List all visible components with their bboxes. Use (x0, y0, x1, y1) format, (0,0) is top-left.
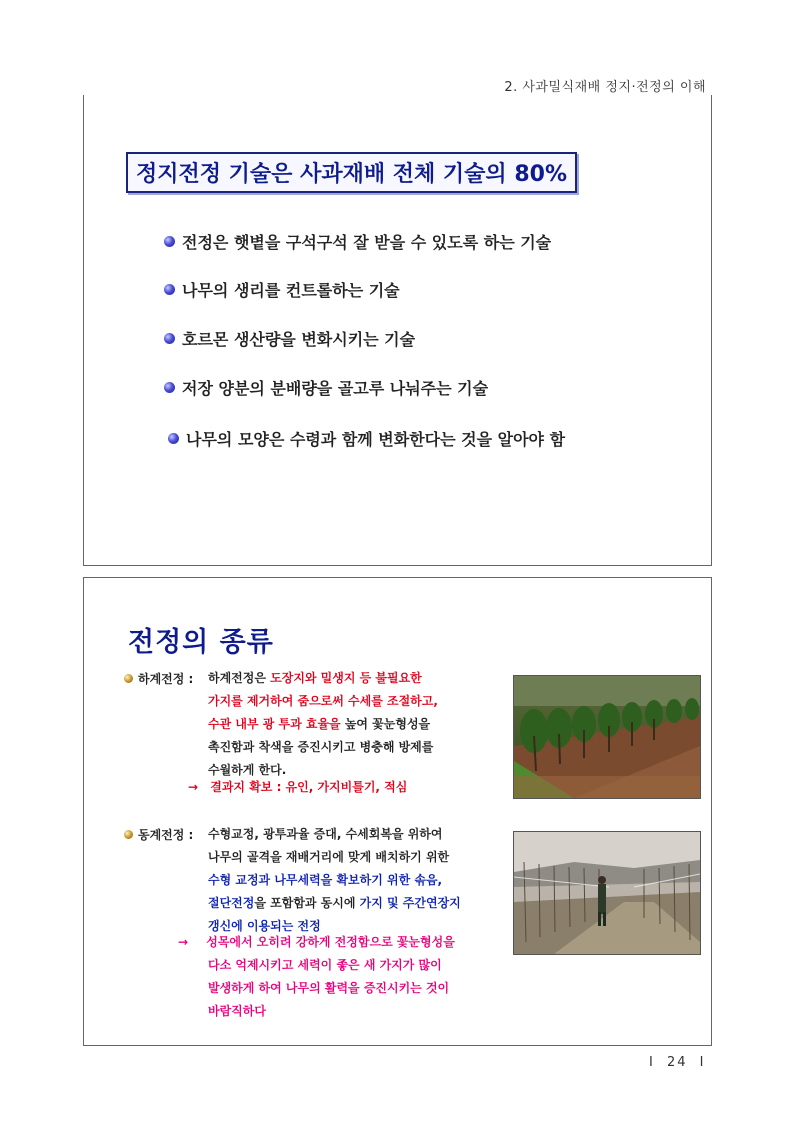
bullet-text: 나무의 생리를 컨트롤하는 기술 (182, 281, 400, 300)
body-line (208, 892, 558, 915)
section-body (208, 823, 558, 938)
sphere-bullet-icon (164, 382, 175, 393)
result-text: 성목에서 오히려 강하게 전정함으로 꽃눈형성을 (206, 935, 455, 949)
page-number (649, 1055, 706, 1070)
body-line: 갱신에 이용되는 전정 (208, 919, 321, 933)
page-separator: I (649, 1055, 655, 1070)
slide-1-title: 정지전정 기술은 사과재배 전체 기술의 80% (126, 152, 577, 193)
body-line (208, 713, 538, 736)
slide-2 (83, 577, 712, 1046)
body-line: 촉진함과 착색을 증진시키고 병충해 방제를 (208, 740, 434, 754)
bullet-text: 호르몬 생산량을 변화시키는 기술 (182, 330, 416, 349)
section-body (208, 667, 538, 782)
bullet-item (168, 427, 565, 450)
page-separator: I (699, 1055, 706, 1070)
body-line (208, 667, 538, 690)
dormant-result-block (178, 931, 455, 1023)
body-line: 수형교정, 광투과율 증대, 수세회복을 위하여 (208, 827, 443, 841)
sphere-bullet-icon (124, 674, 133, 683)
bullet-item (164, 230, 551, 253)
bullet-item (164, 327, 415, 350)
highlight-text: 도장지와 밀생지 등 불필요한 (270, 671, 422, 685)
bullet-text: 저장 양분의 분배량을 골고루 나눠주는 기술 (182, 379, 489, 398)
bullet-item (164, 278, 400, 301)
body-line: 수월하게 한다. (208, 763, 287, 777)
body-line: 나무의 골격을 재배거리에 맞게 배치하기 위한 (208, 850, 450, 864)
bullet-item (164, 376, 488, 399)
section-label-text: 동계전정 : (138, 828, 194, 842)
sphere-bullet-icon (124, 830, 133, 839)
bullet-text: 전정은 햇볕을 구석구석 잘 받을 수 있도록 하는 기술 (182, 233, 552, 252)
slide-1 (83, 95, 712, 566)
result-line (178, 931, 455, 954)
result-text: 결과지 확보 : 유인, 가지비틀기, 적심 (210, 780, 408, 794)
summer-result-line (188, 778, 407, 795)
summer-orchard-photo (513, 675, 701, 799)
section-label-text: 하계전정 : (138, 672, 194, 686)
body-line: 가지를 제거하여 줌으로써 수세를 조절하고, (208, 694, 438, 708)
arrow-icon: → (188, 780, 199, 794)
sphere-bullet-icon (164, 284, 175, 295)
section-label (124, 667, 193, 690)
arrow-icon: → (178, 935, 189, 949)
highlight-text: 절단전정 (208, 896, 255, 910)
body-text: 하계전정은 (208, 671, 271, 685)
bullet-text: 나무의 모양은 수령과 함께 변화한다는 것을 알아야 함 (186, 430, 566, 449)
body-text: 높여 꽃눈형성을 (340, 717, 431, 731)
body-line: 수형 교정과 나무세력을 확보하기 위한 솎음, (208, 873, 443, 887)
sphere-bullet-icon (168, 433, 179, 444)
sphere-bullet-icon (164, 333, 175, 344)
running-header: 2. 사과밀식재배 정지·전정의 이해 (504, 80, 706, 95)
slide-2-title: 전정의 종류 (128, 627, 274, 658)
result-line: 바람직하다 (208, 1004, 266, 1018)
winter-orchard-photo (513, 831, 701, 955)
result-line: 다소 억제시키고 세력이 좋은 새 가지가 많이 (208, 958, 442, 972)
highlight-text: 가지 및 주간연장지 (359, 896, 461, 910)
section-label (124, 823, 193, 846)
body-text: 을 포함함과 동시에 (254, 896, 360, 910)
highlight-text: 수관 내부 광 투과 효율을 (208, 717, 341, 731)
result-line: 발생하게 하여 나무의 활력을 증진시키는 것이 (208, 981, 450, 995)
page-number-text: 24 (666, 1055, 688, 1070)
sphere-bullet-icon (164, 236, 175, 247)
